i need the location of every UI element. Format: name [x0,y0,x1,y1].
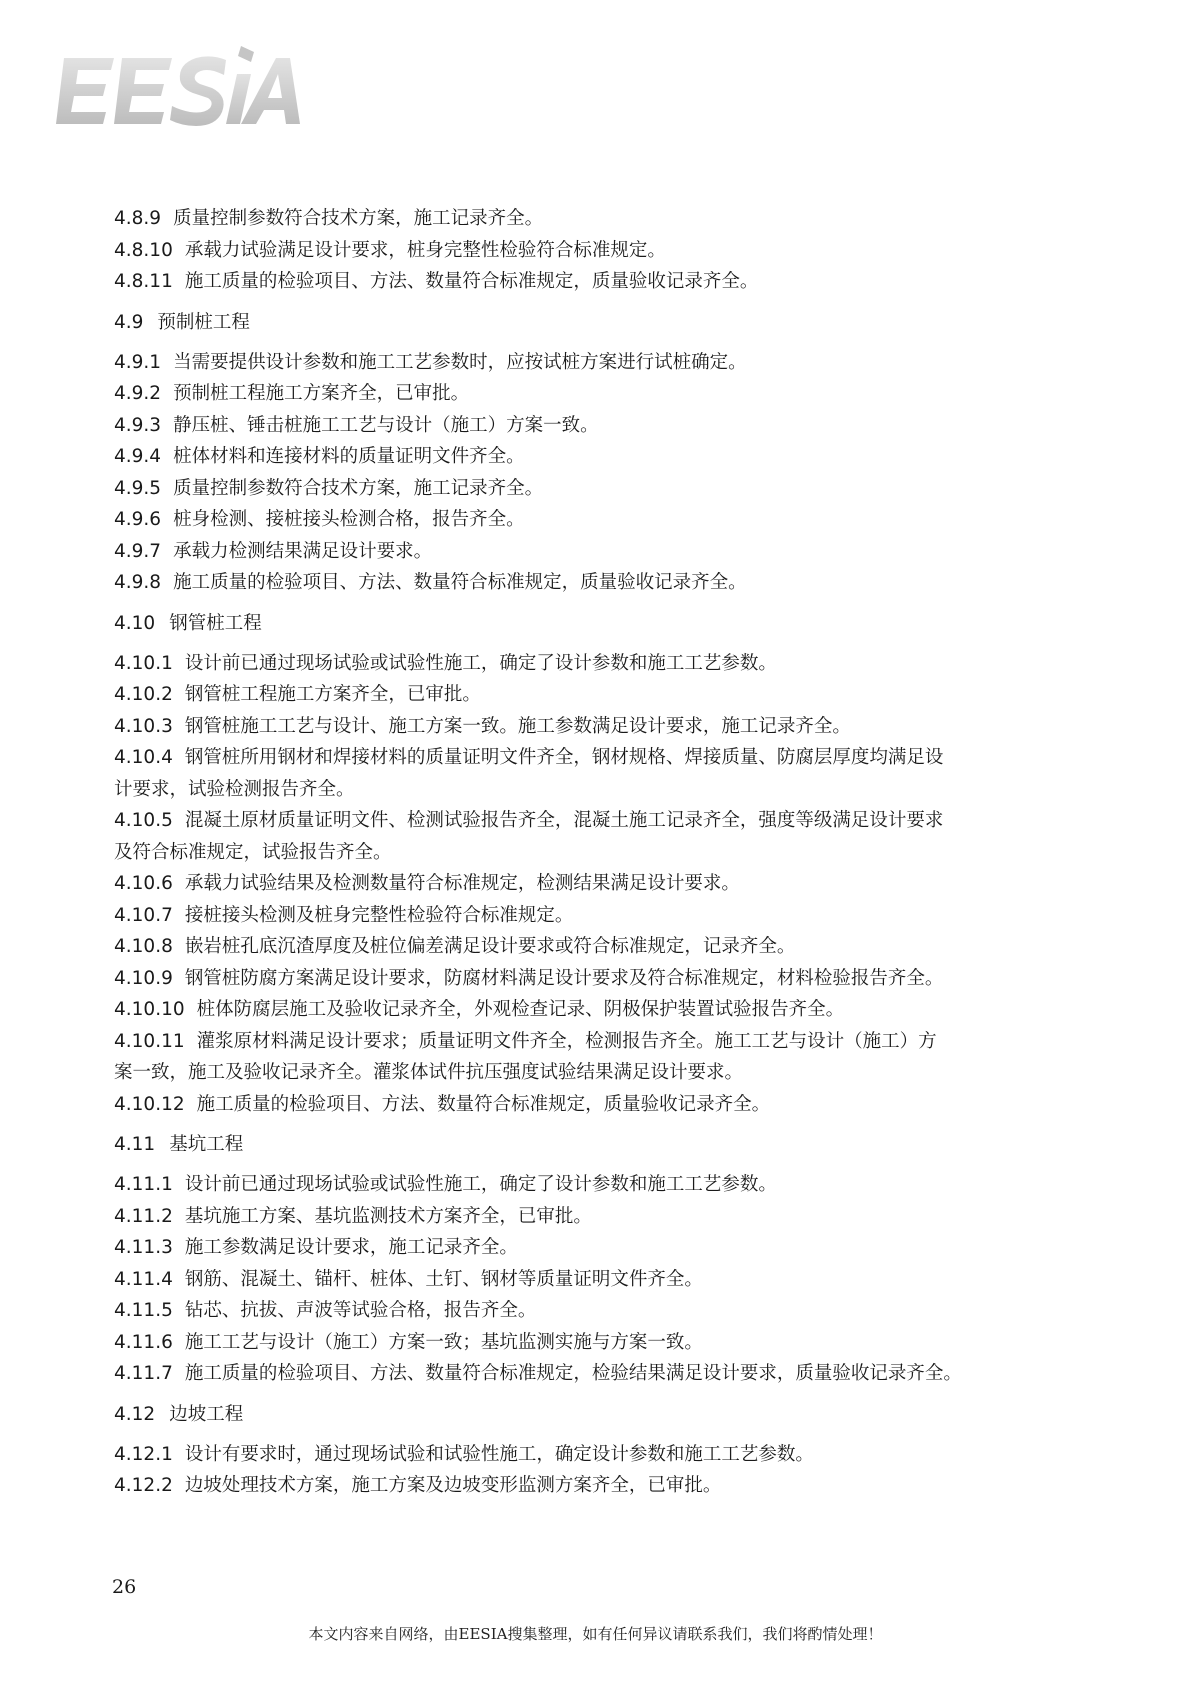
clause-text: 质量控制参数符合技术方案，施工记录齐全。 [173,477,544,499]
section-title: 边坡工程 [169,1403,244,1425]
clause-item [114,1169,1074,1201]
clause-item [114,1358,1074,1390]
clause-text: 钢管桩所用钢材和焊接材料的质量证明文件齐全，钢材规格、焊接质量、防腐层厚度均满足设 [184,747,944,768]
clause-item [114,711,1074,743]
clause-number: 4.9.5 [114,477,162,499]
clause-number: 4.9.3 [114,414,162,436]
clause-number: 4.11.7 [114,1363,173,1384]
section-heading [114,600,1074,648]
clause-number: 4.10.5 [114,810,173,831]
clause-text: 施工工艺与设计（施工）方案一致；基坑监测实施与方案一致。 [184,1331,703,1353]
clause-item [114,868,1074,900]
clause-item [114,1201,1074,1233]
clause-text: 边坡处理技术方案，施工方案及边坡变形监测方案齐全，已审批。 [184,1475,722,1496]
clause-number: 4.10.12 [114,1093,185,1115]
clause-text: 设计前已通过现场试验或试验性施工，确定了设计参数和施工工艺参数。 [184,652,777,674]
clause-text-continued: 及符合标准规定，试验报告齐全。 [114,841,392,863]
clause-number: 4.12.1 [114,1443,173,1465]
clause-item [114,900,1074,932]
section-title: 预制桩工程 [157,311,250,333]
clause-number: 4.8.10 [114,239,173,261]
svg-text:EESiA: EESiA [56,40,59,41]
clause-text-continued: 计要求，试验检测报告齐全。 [114,778,355,800]
clause-number: 4.10.2 [114,684,173,705]
clause-text: 基坑施工方案、基坑监测技术方案齐全，已审批。 [184,1205,592,1227]
clause-item [114,1026,1074,1089]
clause-number: 4.10.10 [114,999,185,1020]
clause-text: 钢管桩工程施工方案齐全，已审批。 [184,684,481,705]
clause-text: 嵌岩桩孔底沉渣厚度及桩位偏差满足设计要求或符合标准规定，记录齐全。 [184,936,796,957]
clause-text: 灌浆原材料满足设计要求；质量证明文件齐全，检测报告齐全。施工工艺与设计（施工）方 [196,1030,937,1052]
section-number: 4.12 [114,1403,156,1425]
clause-number: 4.8.9 [114,208,162,229]
clause-number: 4.10.6 [114,873,173,894]
clause-text: 施工质量的检验项目、方法、数量符合标准规定，质量验收记录齐全。 [184,271,759,292]
clause-item [114,1439,1074,1471]
clause-number: 4.10.9 [114,967,173,989]
clause-item [114,963,1074,995]
clause-text: 桩体防腐层施工及验收记录齐全，外观检查记录、阴极保护装置试验报告齐全。 [196,999,845,1020]
clause-text: 钢管桩防腐方案满足设计要求，防腐材料满足设计要求及符合标准规定，材料检验报告齐全。 [184,967,944,989]
clause-item [114,1295,1074,1327]
clause-number: 4.11.6 [114,1331,173,1353]
clause-text: 静压桩、锤击桩施工工艺与设计（施工）方案一致。 [173,414,599,436]
clause-text: 施工质量的检验项目、方法、数量符合标准规定，质量验收记录齐全。 [196,1093,771,1115]
clause-item [114,504,1074,536]
clause-text: 钢管桩施工工艺与设计、施工方案一致。施工参数满足设计要求，施工记录齐全。 [184,715,851,737]
clause-number: 4.10.1 [114,652,173,674]
clause-text: 施工质量的检验项目、方法、数量符合标准规定，检验结果满足设计要求，质量验收记录齐全。 [184,1363,962,1384]
clause-item [114,1327,1074,1359]
clause-item [114,410,1074,442]
clause-text: 钢筋、混凝土、锚杆、桩体、土钉、钢材等质量证明文件齐全。 [184,1268,703,1290]
section-heading [114,299,1074,347]
clause-text: 承载力试验满足设计要求，桩身完整性检验符合标准规定。 [184,239,666,261]
clause-text: 桩体材料和连接材料的质量证明文件齐全。 [173,446,525,467]
clause-text: 施工质量的检验项目、方法、数量符合标准规定，质量验收记录齐全。 [173,572,747,593]
clause-number: 4.10.7 [114,904,173,926]
clause-number: 4.11.5 [114,1300,173,1321]
clause-text: 预制桩工程施工方案齐全，已审批。 [173,383,470,404]
clause-item [114,648,1074,680]
clause-item [114,1264,1074,1296]
clause-number: 4.9.4 [114,446,162,467]
clause-text: 承载力试验结果及检测数量符合标准规定，检测结果满足设计要求。 [184,873,740,894]
section-number: 4.9 [114,311,144,333]
clause-item [114,679,1074,711]
section-number: 4.10 [114,612,156,634]
clause-item [114,347,1074,379]
clause-text: 当需要提供设计参数和施工工艺参数时，应按试桩方案进行试桩确定。 [173,351,747,373]
clause-number: 4.9.8 [114,572,162,593]
clause-item [114,473,1074,505]
section-heading [114,1121,1074,1169]
clause-number: 4.10.11 [114,1030,185,1052]
clause-text: 设计有要求时，通过现场试验和试验性施工，确定设计参数和施工工艺参数。 [184,1443,814,1465]
clause-number: 4.9.1 [114,351,162,373]
clause-item [114,203,1074,235]
clause-item [114,378,1074,410]
clause-number: 4.11.4 [114,1268,173,1290]
clause-item [114,931,1074,963]
clause-number: 4.12.2 [114,1475,173,1496]
section-title: 钢管桩工程 [169,612,262,634]
clause-number: 4.11.2 [114,1205,173,1227]
clause-number: 4.8.11 [114,271,173,292]
page-number: 26 [112,1576,137,1598]
clause-number: 4.11.1 [114,1174,173,1195]
clause-item [114,742,1074,805]
clause-number: 4.9.2 [114,383,162,404]
section-number: 4.11 [114,1134,156,1155]
section-title: 基坑工程 [169,1134,244,1155]
clause-number: 4.9.6 [114,509,162,530]
clause-text: 施工参数满足设计要求，施工记录齐全。 [184,1237,518,1258]
clause-text: 混凝土原材质量证明文件、检测试验报告齐全，混凝土施工记录齐全，强度等级满足设计要求 [184,810,944,831]
clause-item [114,1232,1074,1264]
clause-text: 钻芯、抗拔、声波等试验合格，报告齐全。 [184,1300,537,1321]
clause-item [114,235,1074,267]
clause-text: 设计前已通过现场试验或试验性施工，确定了设计参数和施工工艺参数。 [184,1174,777,1195]
clause-number: 4.9.7 [114,540,162,562]
clause-item [114,266,1074,298]
clause-item [114,441,1074,473]
clause-item [114,536,1074,568]
document-body [114,203,1074,1502]
clause-item [114,1470,1074,1502]
footer-disclaimer: 本文内容来自网络，由EESIA搜集整理，如有任何异议请联系我们，我们将酌情处理！ [308,1625,883,1643]
clause-text: 承载力检测结果满足设计要求。 [173,540,433,562]
clause-item [114,1089,1074,1121]
eesia-logo [56,40,301,140]
clause-item [114,567,1074,599]
section-heading [114,1391,1074,1439]
clause-number: 4.10.3 [114,715,173,737]
clause-text: 接桩接头检测及桩身完整性检验符合标准规定。 [184,904,574,926]
clause-text-continued: 案一致，施工及验收记录齐全。灌浆体试件抗压强度试验结果满足设计要求。 [114,1062,744,1083]
clause-text: 质量控制参数符合技术方案，施工记录齐全。 [173,208,544,229]
clause-item [114,994,1074,1026]
clause-number: 4.10.8 [114,936,173,957]
clause-item [114,805,1074,868]
clause-number: 4.10.4 [114,747,173,768]
clause-number: 4.11.3 [114,1237,173,1258]
clause-text: 桩身检测、接桩接头检测合格，报告齐全。 [173,509,525,530]
